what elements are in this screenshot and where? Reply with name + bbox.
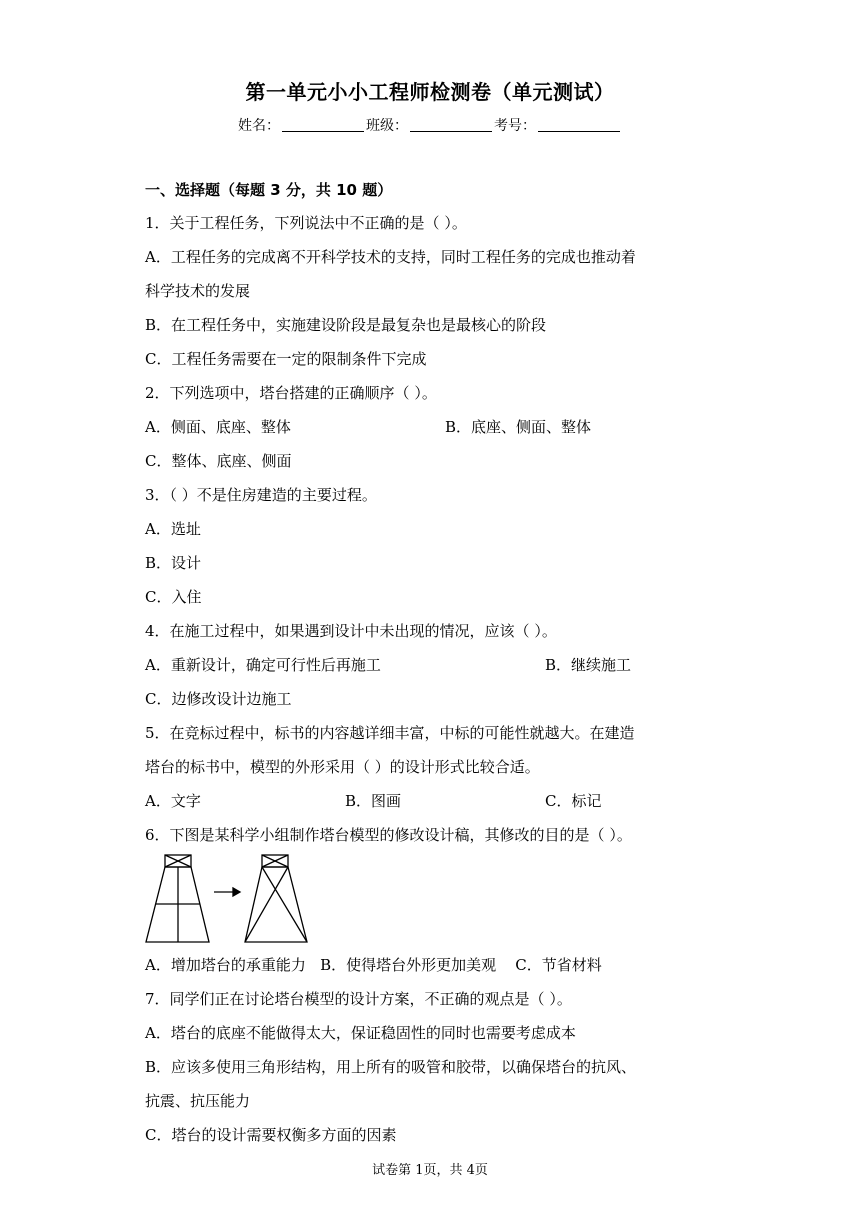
revised-tower-icon [245, 855, 307, 942]
q3-stem: 3．（ ）不是住房建造的主要过程。 [145, 486, 377, 504]
q7-option-b-cont: 抗震、抗压能力 [145, 1092, 251, 1110]
q2-option-b: B．底座、侧面、整体 [445, 418, 592, 436]
q5-option-b: B．图画 [345, 792, 402, 810]
q4-stem: 4．在施工过程中，如果遇到设计中未出现的情况，应该（ ）。 [145, 622, 557, 640]
q5-stem-cont: 塔台的标书中，模型的外形采用（ ）的设计形式比较合适。 [145, 758, 540, 776]
q2-stem: 2．下列选项中，塔台搭建的正确顺序（ ）。 [145, 384, 437, 402]
q3-option-c: C．入住 [145, 588, 202, 606]
q3-option-a: A．选址 [145, 520, 201, 538]
original-tower-icon [146, 855, 209, 942]
name-label: 姓名： [238, 118, 280, 134]
q5-option-a: A．文字 [145, 792, 201, 810]
q4-option-c: C．边修改设计边施工 [145, 690, 292, 708]
q1-option-a-cont: 科学技术的发展 [145, 282, 251, 300]
q7-option-c: C．塔台的设计需要权衡多方面的因素 [145, 1126, 397, 1144]
q4-option-a: A．重新设计，确定可行性后再施工 [145, 656, 381, 674]
name-blank[interactable] [282, 117, 364, 132]
q7-option-a: A．塔台的底座不能做得太大，保证稳固性的同时也需要考虑成本 [145, 1024, 576, 1042]
q2-option-c: C．整体、底座、侧面 [145, 452, 292, 470]
exam-title: 第一单元小小工程师检测卷（单元测试） [245, 80, 615, 104]
q7-option-b: B．应该多使用三角形结构，用上所有的吸管和胶带，以确保塔台的抗风、 [145, 1058, 637, 1076]
q7-stem: 7．同学们正在讨论塔台模型的设计方案，不正确的观点是（ ）。 [145, 990, 572, 1008]
class-blank[interactable] [410, 117, 492, 132]
q1-option-c: C．工程任务需要在一定的限制条件下完成 [145, 350, 427, 368]
q1-option-a: A．工程任务的完成离不开科学技术的支持，同时工程任务的完成也推动着 [145, 248, 636, 266]
q5-stem: 5．在竞标过程中，标书的内容越详细丰富，中标的可能性就越大。在建造 [145, 724, 635, 742]
q2-option-a: A．侧面、底座、整体 [145, 418, 291, 436]
q4-option-b: B．继续施工 [545, 656, 632, 674]
q6-stem: 6．下图是某科学小组制作塔台模型的修改设计稿，其修改的目的是（ ）。 [145, 826, 632, 844]
tower-design-diagram [145, 852, 725, 948]
q5-option-c: C．标记 [545, 792, 602, 810]
tower-diagram-svg [145, 854, 325, 946]
page-footer: 试卷第 1页，共 4页 [372, 1163, 488, 1178]
section-heading: 一、选择题（每题 3 分，共 10 题） [145, 181, 393, 199]
q3-option-b: B．设计 [145, 554, 202, 572]
q1-option-b: B．在工程任务中，实施建设阶段是最复杂也是最核心的阶段 [145, 316, 547, 334]
q1-stem: 1．关于工程任务，下列说法中不正确的是（ ）。 [145, 214, 467, 232]
q4-options-row [145, 648, 725, 682]
exam-no-label: 考号： [494, 118, 536, 134]
arrow-icon [214, 888, 240, 896]
q6-options-row: A．增加塔台的承重能力 B．使得塔台外形更加美观 C．节省材料 [145, 956, 602, 974]
questions [145, 178, 725, 1152]
student-info-line [0, 115, 860, 135]
exam-no-blank[interactable] [538, 117, 620, 132]
class-label: 班级： [366, 118, 408, 134]
q5-options-row [145, 784, 725, 818]
q2-options-row [145, 410, 725, 444]
